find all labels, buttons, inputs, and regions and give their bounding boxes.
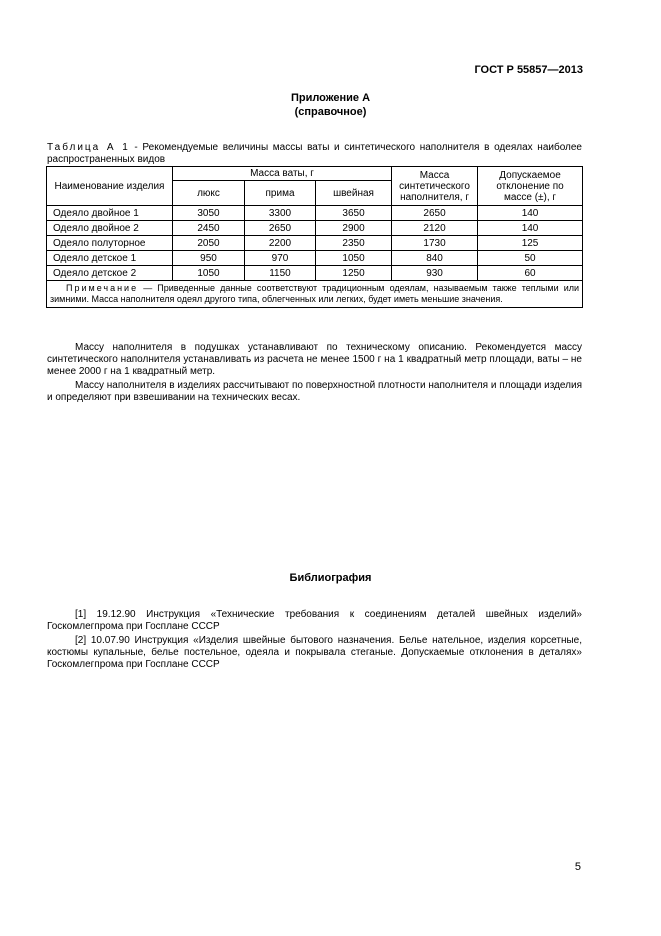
cell-lux: 2450	[173, 221, 245, 236]
cell-synth: 2650	[392, 206, 478, 221]
header-tolerance: Допускаемое отклонение по массе (±), г	[478, 167, 583, 206]
cell-sewing: 1250	[316, 266, 392, 281]
cell-synth: 840	[392, 251, 478, 266]
cell-prima: 3300	[245, 206, 316, 221]
cell-sewing: 1050	[316, 251, 392, 266]
cell-tolerance: 140	[478, 221, 583, 236]
cell-name: Одеяло двойное 1	[47, 206, 173, 221]
cell-prima: 2200	[245, 236, 316, 251]
cell-lux: 3050	[173, 206, 245, 221]
table-row	[47, 266, 583, 281]
cell-prima: 2650	[245, 221, 316, 236]
cell-tolerance: 125	[478, 236, 583, 251]
cell-name: Одеяло полуторное	[47, 236, 173, 251]
cell-tolerance: 140	[478, 206, 583, 221]
page-number: 5	[574, 861, 581, 873]
cell-lux: 950	[173, 251, 245, 266]
table-note-text: — Приведенные данные соответствуют традиционным одеялам, называемым также теплыми или зимними. Масса наполнителя одеял другого типа, облегченных или легких, будет иметь меньшие значения.	[50, 283, 580, 304]
cell-lux: 2050	[173, 236, 245, 251]
table-row	[47, 206, 583, 221]
cell-tolerance: 50	[478, 251, 583, 266]
cell-prima: 970	[245, 251, 316, 266]
table-caption	[47, 142, 582, 166]
table-note-row	[47, 281, 583, 308]
table-caption-label: Таблица А 1	[47, 142, 130, 153]
table-note-label: Примечание	[66, 283, 139, 293]
paragraph-pillows: Массу наполнителя в подушках устанавливают по техническому описанию. Рекомендуется массу синтетического наполнителя устанавливать из расчета не менее 1500 г на 1 квадратный метр площади, ваты – не менее 2000 г на 1 квадратный метр.	[47, 342, 582, 377]
cell-sewing: 3650	[316, 206, 392, 221]
table-row	[47, 251, 583, 266]
header-prima: прима	[245, 181, 316, 206]
cell-synth: 1730	[392, 236, 478, 251]
filler-mass-table	[46, 166, 583, 308]
table-row	[47, 221, 583, 236]
table-note	[47, 281, 583, 308]
standard-header: ГОСТ Р 55857—2013	[474, 64, 583, 76]
paragraph-products: Массу наполнителя в изделиях рассчитывают по поверхностной плотности наполнителя и площади изделия и определяют при взвешивании на технических весах.	[47, 380, 582, 403]
header-lux: люкс	[173, 181, 245, 206]
cell-prima: 1150	[245, 266, 316, 281]
header-wool-mass: Масса ваты, г	[173, 167, 392, 181]
appendix-subtitle: (справочное)	[294, 106, 367, 118]
cell-sewing: 2900	[316, 221, 392, 236]
cell-synth: 930	[392, 266, 478, 281]
table-caption-text: - Рекомендуемые величины массы ваты и синтетического наполнителя в одеялах наиболее распространенных видов	[47, 142, 582, 165]
header-name: Наименование изделия	[47, 167, 173, 206]
table-row	[47, 236, 583, 251]
cell-name: Одеяло детское 2	[47, 266, 173, 281]
bibliography-item: [1] 19.12.90 Инструкция «Технические требования к соединениям деталей швейных изделий» Госкомлегпрома при Госплане СССР	[47, 609, 582, 632]
bibliography-title: Библиография	[289, 572, 372, 584]
cell-tolerance: 60	[478, 266, 583, 281]
bibliography-item: [2] 10.07.90 Инструкция «Изделия швейные бытового назначения. Белье нательное, изделия корсетные, костюмы купальные, белье постельное, одеяла и покрывала стеганые. Допускаемые отклонения в деталях» Госкомлегпрома при Госплане СССР	[47, 635, 582, 670]
cell-name: Одеяло детское 1	[47, 251, 173, 266]
cell-synth: 2120	[392, 221, 478, 236]
appendix-heading	[0, 91, 661, 119]
header-sewing: швейная	[316, 181, 392, 206]
header-synth: Масса синтетического наполнителя, г	[392, 167, 478, 206]
table-header-row-1	[47, 167, 583, 181]
appendix-title: Приложение А	[290, 92, 371, 104]
cell-name: Одеяло двойное 2	[47, 221, 173, 236]
cell-sewing: 2350	[316, 236, 392, 251]
cell-lux: 1050	[173, 266, 245, 281]
